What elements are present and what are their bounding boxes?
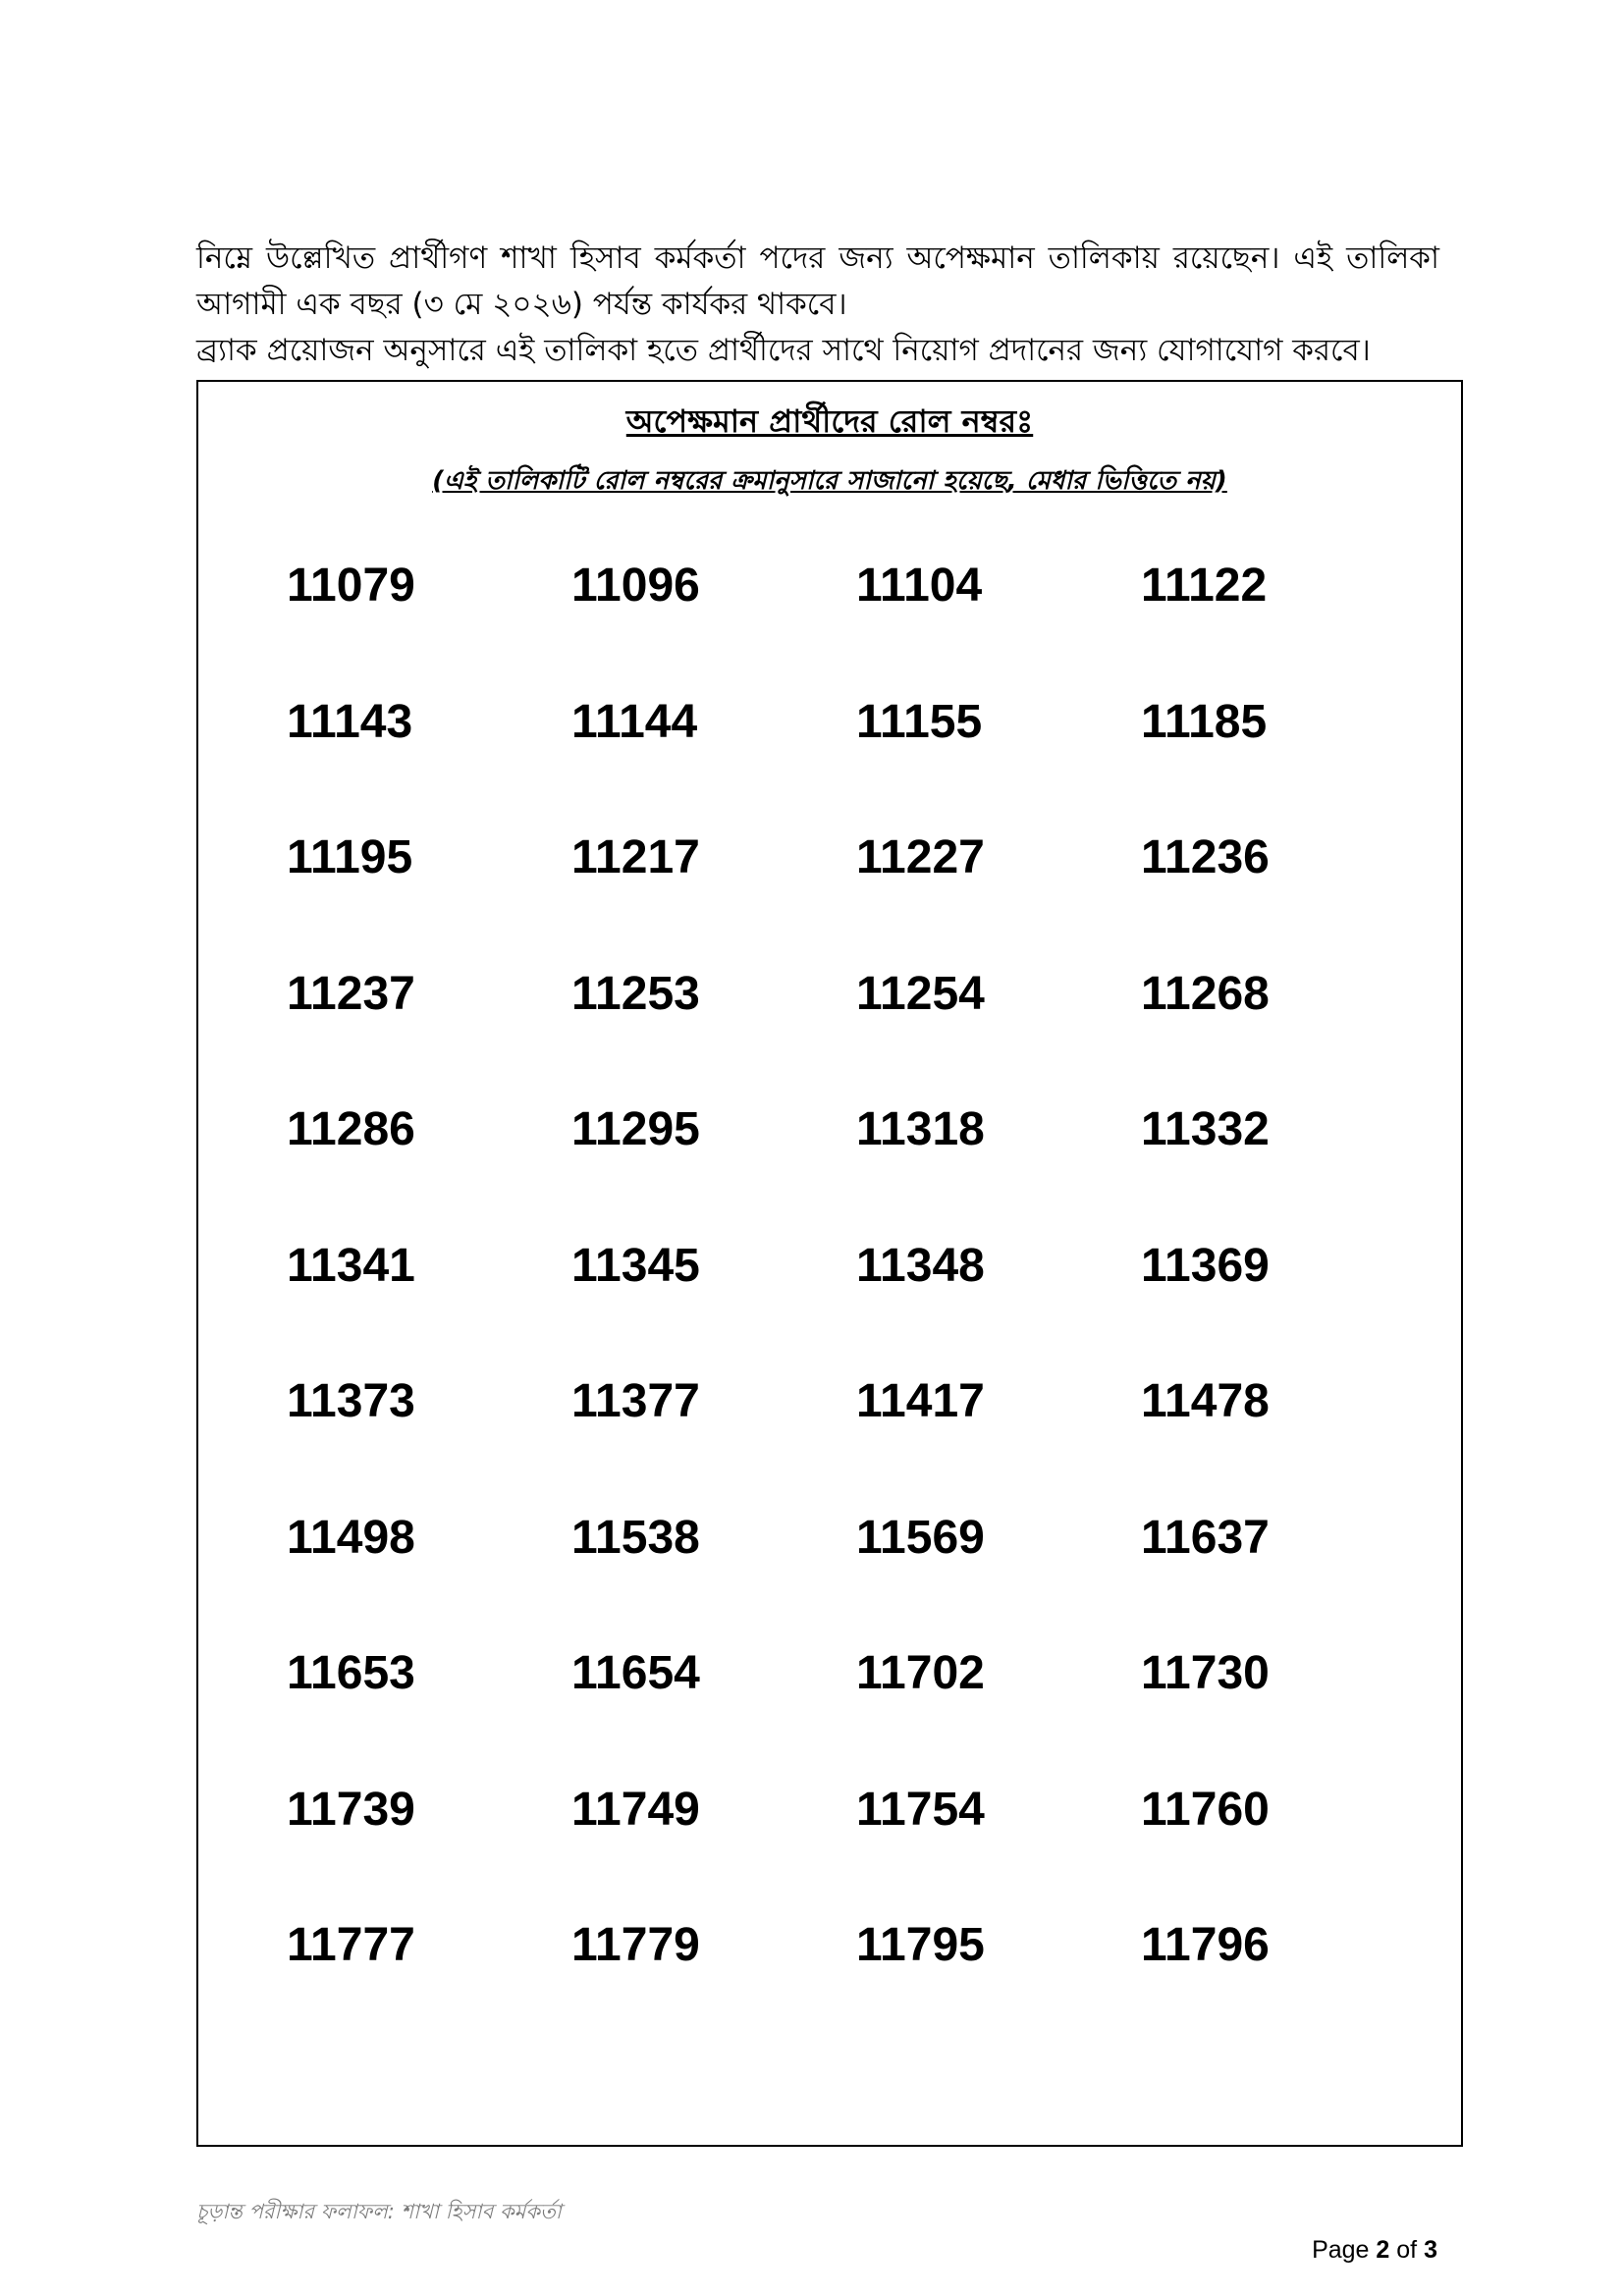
waiting-list-box [196,380,1463,2147]
footer-document-title: চূড়ান্ত পরীক্ষার ফলাফল: শাখা হিসাব কর্মকর্তা [196,2200,562,2223]
intro-line-2: ব্র্যাক প্রয়োজন অনুসারে এই তালিকা হতে প্রার্থীদের সাথে নিয়োগ প্রদানের জন্য যোগাযোগ করবে। [196,333,1371,368]
roll-number: 11779 [571,1919,700,1971]
roll-number: 11417 [856,1375,985,1427]
roll-number: 11760 [1141,1783,1270,1836]
roll-number: 11096 [571,560,700,612]
roll-number: 11237 [287,967,415,1020]
roll-number: 11739 [287,1783,415,1836]
roll-number: 11332 [1141,1103,1270,1155]
roll-number: 11268 [1141,967,1270,1020]
roll-number: 11478 [1141,1375,1270,1427]
roll-number: 11777 [287,1919,415,1971]
roll-number: 11377 [571,1375,700,1427]
roll-number: 11286 [287,1103,415,1155]
roll-number: 11498 [287,1511,415,1564]
page-number [1312,2236,1437,2265]
roll-number: 11796 [1141,1919,1270,1971]
roll-number: 11373 [287,1375,415,1427]
roll-number: 11754 [856,1783,985,1836]
roll-number: 11185 [1141,695,1268,748]
waiting-list-subtitle: (এই তালিকাটি রোল নম্বরের ক্রমানুসারে সাজানো হয়েছে, মেধার ভিত্তিতে নয়) [432,466,1227,496]
roll-number: 11144 [571,695,698,748]
roll-number: 11795 [856,1919,985,1971]
intro-line-1: নিম্নে উল্লেখিত প্রার্থীগণ শাখা হিসাব কর্মকর্তা পদের জন্য অপেক্ষমান তালিকায় রয়েছেন। এই তালিকা আগামী এক বছর (৩ মে ২০২৬) পর্যন্ত কার্যকর থাকবে। [196,240,1439,322]
roll-number: 11104 [856,560,983,612]
roll-number: 11217 [571,831,700,883]
page-of-label: of [1396,2236,1418,2264]
roll-number: 11369 [1141,1239,1270,1292]
roll-number: 11195 [287,831,413,883]
roll-number: 11653 [287,1647,415,1699]
roll-number-grid [287,557,1426,2053]
roll-number: 11227 [856,831,985,883]
roll-number: 11122 [1141,560,1268,612]
roll-number: 11254 [856,967,985,1020]
page-label: Page [1312,2236,1370,2264]
roll-number: 11749 [571,1783,700,1836]
roll-number: 11295 [571,1103,700,1155]
roll-number: 11654 [571,1647,700,1699]
roll-number: 11345 [571,1239,700,1292]
roll-number: 11637 [1141,1511,1270,1564]
roll-number: 11730 [1141,1647,1270,1699]
roll-number: 11253 [571,967,700,1020]
roll-number: 11079 [287,560,415,612]
waiting-list-title: অপেক্ষমান প্রার্থীদের রোল নম্বরঃ [625,402,1034,440]
page-current: 2 [1376,2236,1390,2264]
roll-number: 11318 [856,1103,985,1155]
roll-number: 11341 [287,1239,415,1292]
roll-number: 11143 [287,695,413,748]
roll-number: 11236 [1141,831,1270,883]
roll-number: 11538 [571,1511,700,1564]
roll-number: 11348 [856,1239,985,1292]
roll-number: 11702 [856,1647,985,1699]
roll-number: 11155 [856,695,983,748]
intro-text [196,236,1439,374]
page-total: 3 [1424,2236,1437,2264]
roll-number: 11569 [856,1511,985,1564]
